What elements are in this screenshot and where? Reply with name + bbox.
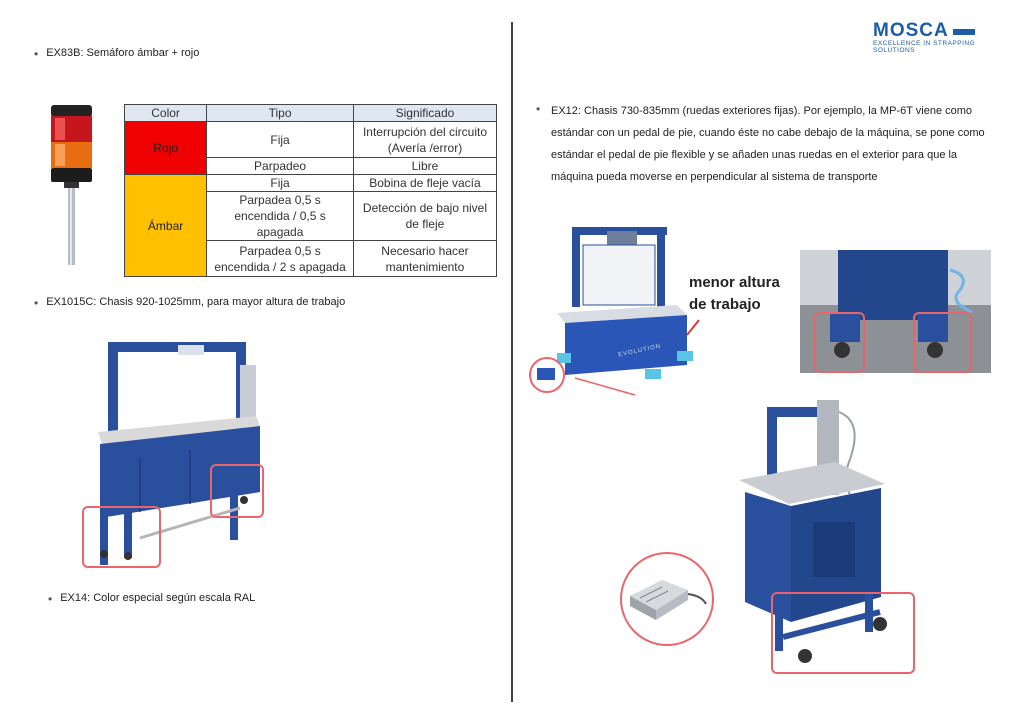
logo-tagline: EXCELLENCE IN STRAPPING SOLUTIONS [873, 40, 976, 54]
highlight-mp6t-wheels [771, 592, 915, 674]
lower-working-height-callout: menor altura de trabajo [689, 274, 780, 313]
tipo-cell: Parpadeo [207, 158, 354, 175]
ex1015c-text: EX1015C: Chasis 920-1025mm, para mayor altura de trabajo [46, 296, 346, 308]
bullet-icon: • [536, 102, 541, 116]
mosca-logo [873, 20, 1005, 54]
highlight-wheels-back [210, 464, 264, 518]
highlight-wheels-front [82, 506, 161, 568]
significado-cell: Libre [353, 158, 496, 175]
significado-cell: Necesario hacer mantenimiento [353, 241, 496, 277]
column-divider [511, 22, 513, 702]
ex12-text: EX12: Chasis 730-835mm (ruedas exteriores fijas). Por ejemplo, la MP-6T viene como estándar con un pedal de pie, cuando éste no cabe debajo de la máquina, se pone como estándar el pedal de pie flexible y se añaden unas ruedas en el exterior para que la máquina pueda moverse en perpendicular al sistema de transporte [551, 105, 985, 183]
tipo-cell: Fija [207, 122, 354, 158]
logo-name: MOSCA [873, 20, 949, 41]
significado-cell: Detección de bajo nivel de fleje [353, 192, 496, 241]
beacon-light-image [40, 100, 100, 265]
highlight-wheel-right [913, 312, 972, 373]
tipo-cell: Parpadea 0,5 s encendida / 0,5 s apagada [207, 192, 354, 241]
color-rojo: Rojo [125, 122, 207, 175]
foot-pedal-icon [622, 554, 712, 644]
header-tipo: Tipo [207, 105, 354, 122]
color-ambar: Ámbar [125, 175, 207, 277]
significado-cell: Bobina de fleje vacía [353, 175, 496, 192]
foot-pedal-inset [620, 552, 714, 646]
header-color: Color [125, 105, 207, 122]
bullet-ex83b [34, 47, 199, 61]
bullet-ex14 [48, 592, 255, 606]
header-significado: Significado [353, 105, 496, 122]
tipo-cell: Parpadea 0,5 s encendida / 2 s apagada [207, 241, 354, 277]
significado-cell: Interrupción del circuito (Avería /error) [353, 122, 496, 158]
bullet-ex1015c [34, 296, 345, 310]
low-chassis-machine-image [527, 225, 707, 405]
tipo-cell: Fija [207, 175, 354, 192]
ex12-block [536, 100, 996, 188]
bullet-icon: • [34, 47, 39, 61]
logo-bar [953, 29, 975, 35]
bullet-icon: • [34, 296, 39, 310]
highlight-wheel-left [814, 312, 865, 373]
ex83b-text: EX83B: Semáforo ámbar + rojo [46, 47, 200, 59]
ex14-text: EX14: Color especial según escala RAL [60, 592, 256, 604]
machine-label: EVOLUTION [617, 343, 662, 359]
bullet-icon: • [48, 592, 53, 606]
signal-table [124, 104, 497, 277]
